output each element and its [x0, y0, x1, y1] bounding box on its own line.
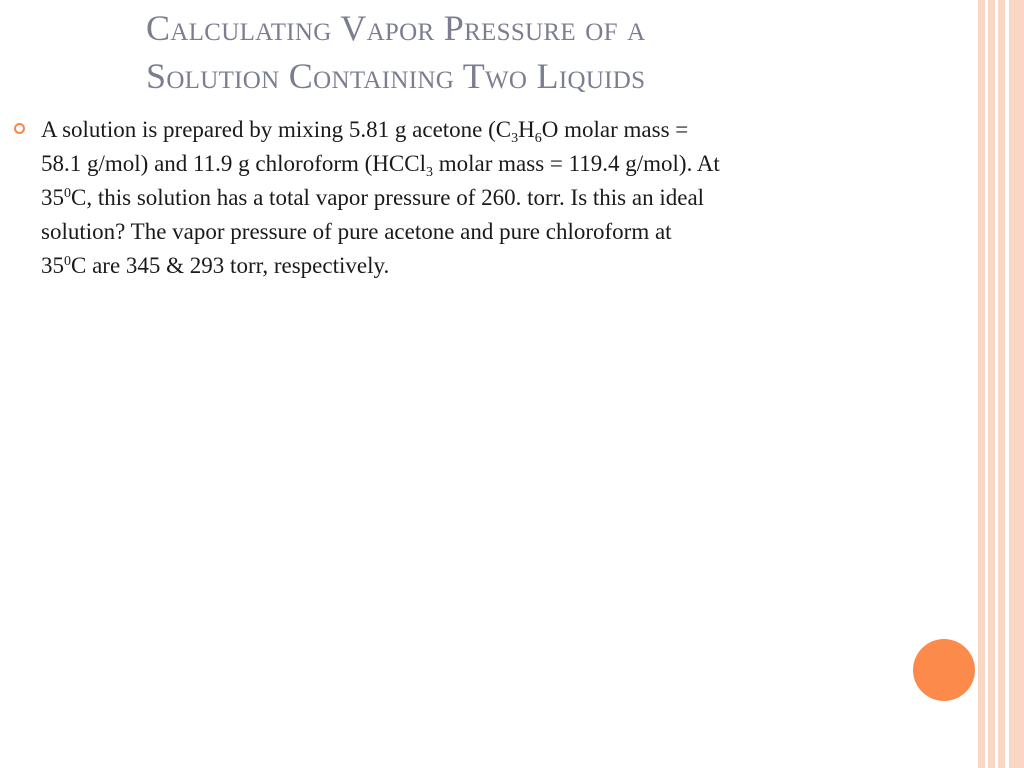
- bullet-text: [41, 113, 1009, 283]
- decorative-stripe: [1009, 0, 1024, 768]
- superscript: 0: [64, 254, 71, 269]
- slide-title: [146, 4, 906, 100]
- slide-title-line-2: Solution Containing Two Liquids: [146, 56, 646, 96]
- text-segment: 35: [41, 185, 64, 210]
- text-segment: C, this solution has a total vapor pressure of 260. torr. Is this an ideal: [71, 185, 705, 210]
- bullet-text-line-4: solution? The vapor pressure of pure acetone and pure chloroform at: [41, 219, 672, 244]
- text-segment: 35: [41, 253, 64, 278]
- text-segment: O molar mass =: [541, 117, 689, 142]
- bullet-item: [14, 113, 1009, 283]
- text-segment: H: [518, 117, 535, 142]
- subscript: 3: [511, 131, 519, 146]
- text-segment: molar mass = 119.4 g/mol). At: [433, 151, 720, 176]
- slide-title-line-1: Calculating Vapor Pressure of a: [146, 8, 646, 48]
- subscript: 3: [426, 165, 433, 180]
- slide-content: [14, 113, 1009, 283]
- bullet-text-line-5: [41, 249, 1009, 283]
- text-segment: A solution is prepared by mixing 5.81 g acetone (C: [41, 117, 512, 142]
- bullet-text-line-2: [41, 147, 1009, 181]
- text-segment: 58.1 g/mol) and 11.9 g chloroform (HCCl: [41, 151, 426, 176]
- superscript: 0: [64, 186, 71, 201]
- decorative-orange-circle: [913, 639, 975, 701]
- hollow-circle-bullet-icon: [14, 123, 25, 134]
- text-segment: C are 345 & 293 torr, respectively.: [71, 253, 390, 278]
- subscript: 6: [534, 131, 542, 146]
- bullet-text-line-3: [41, 181, 1009, 215]
- bullet-text-line-1: [41, 113, 1009, 147]
